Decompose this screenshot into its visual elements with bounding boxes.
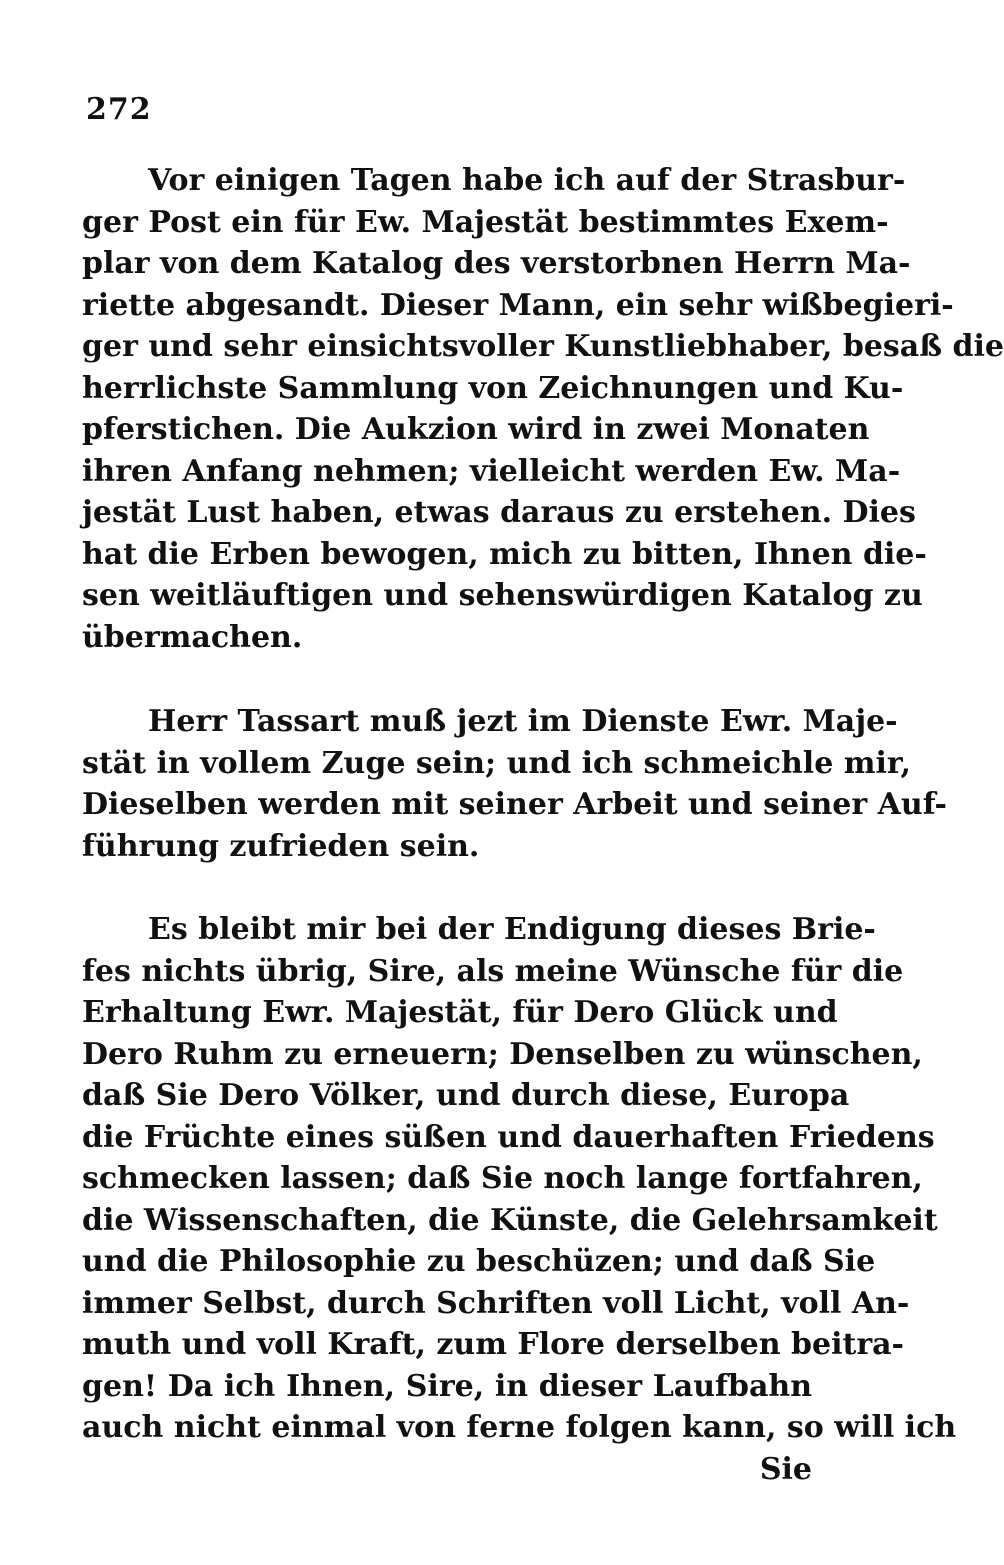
text-line: Dero Ruhm zu erneuern; Denselben zu wünschen, — [82, 1036, 923, 1072]
paragraph — [82, 909, 957, 1490]
text-line: sen weitläuftigen und sehenswürdigen Katalog zu — [82, 578, 923, 613]
text-line: Vor einigen Tagen habe ich auf der Strasbur- — [148, 163, 906, 198]
text-line: plar von dem Katalog des verstorbnen Herrn Ma- — [82, 246, 911, 281]
text-line: muth und voll Kraft, zum Flore derselben beitra- — [82, 1327, 905, 1362]
page-number: 272 — [86, 92, 152, 127]
text-line: Es bleibt mir bei der Endigung dieses Brie- — [148, 912, 876, 947]
text-line: auch nicht einmal von ferne folgen kann, so will ich — [82, 1410, 957, 1445]
catchword: Sie — [759, 1451, 812, 1487]
text-line: stät in vollem Zuge sein; und ich schmeichle mir, — [82, 745, 911, 781]
text-line: ihren Anfang nehmen; vielleicht werden Ew. Ma- — [82, 453, 901, 489]
text-line: riette abgesandt. Dieser Mann, ein sehr wißbegieri- — [82, 287, 954, 323]
text-line: pferstichen. Die Aukzion wird in zwei Monaten — [82, 412, 870, 447]
text-line: und die Philosophie zu beschüzen; und daß Sie — [82, 1244, 876, 1279]
text-line: hat die Erben bewogen, mich zu bitten, Ihnen die- — [82, 536, 927, 572]
text-line: die Früchte eines süßen und dauerhaften Friedens — [82, 1119, 935, 1155]
text-line: herrlichste Sammlung von Zeichnungen und Ku- — [82, 370, 904, 406]
paragraph — [82, 160, 1004, 658]
text-line: fes nichts übrig, Sire, als meine Wünsche für die — [82, 953, 904, 989]
text-line: Erhaltung Ewr. Majestät, für Dero Glück und — [82, 995, 838, 1030]
text-line: ger Post ein für Ew. Majestät bestimmtes Exem- — [82, 204, 889, 240]
text-line: immer Selbst, durch Schriften voll Licht, voll An- — [82, 1285, 910, 1321]
text-line: jestät Lust haben, etwas daraus zu erstehen. Dies — [82, 495, 916, 530]
text-line: übermachen. — [82, 619, 303, 655]
text-line: Herr Tassart muß jezt im Dienste Ewr. Maje- — [148, 704, 898, 739]
text-line: gen! Da ich Ihnen, Sire, in dieser Laufbahn — [82, 1368, 812, 1404]
text-line: schmecken lassen; daß Sie noch lange fortfahren, — [82, 1161, 923, 1196]
text-line: die Wissenschaften, die Künste, die Gelehrsamkeit — [82, 1202, 938, 1238]
text-line: daß Sie Dero Völker, und durch diese, Europa — [82, 1078, 850, 1113]
text-line: Dieselben werden mit seiner Arbeit und seiner Auf- — [82, 787, 947, 822]
text-line: führung zufrieden sein. — [82, 828, 480, 864]
text-line: ger und sehr einsichtsvoller Kunstliebhaber, besaß die — [82, 329, 1004, 364]
paragraph — [82, 701, 947, 867]
